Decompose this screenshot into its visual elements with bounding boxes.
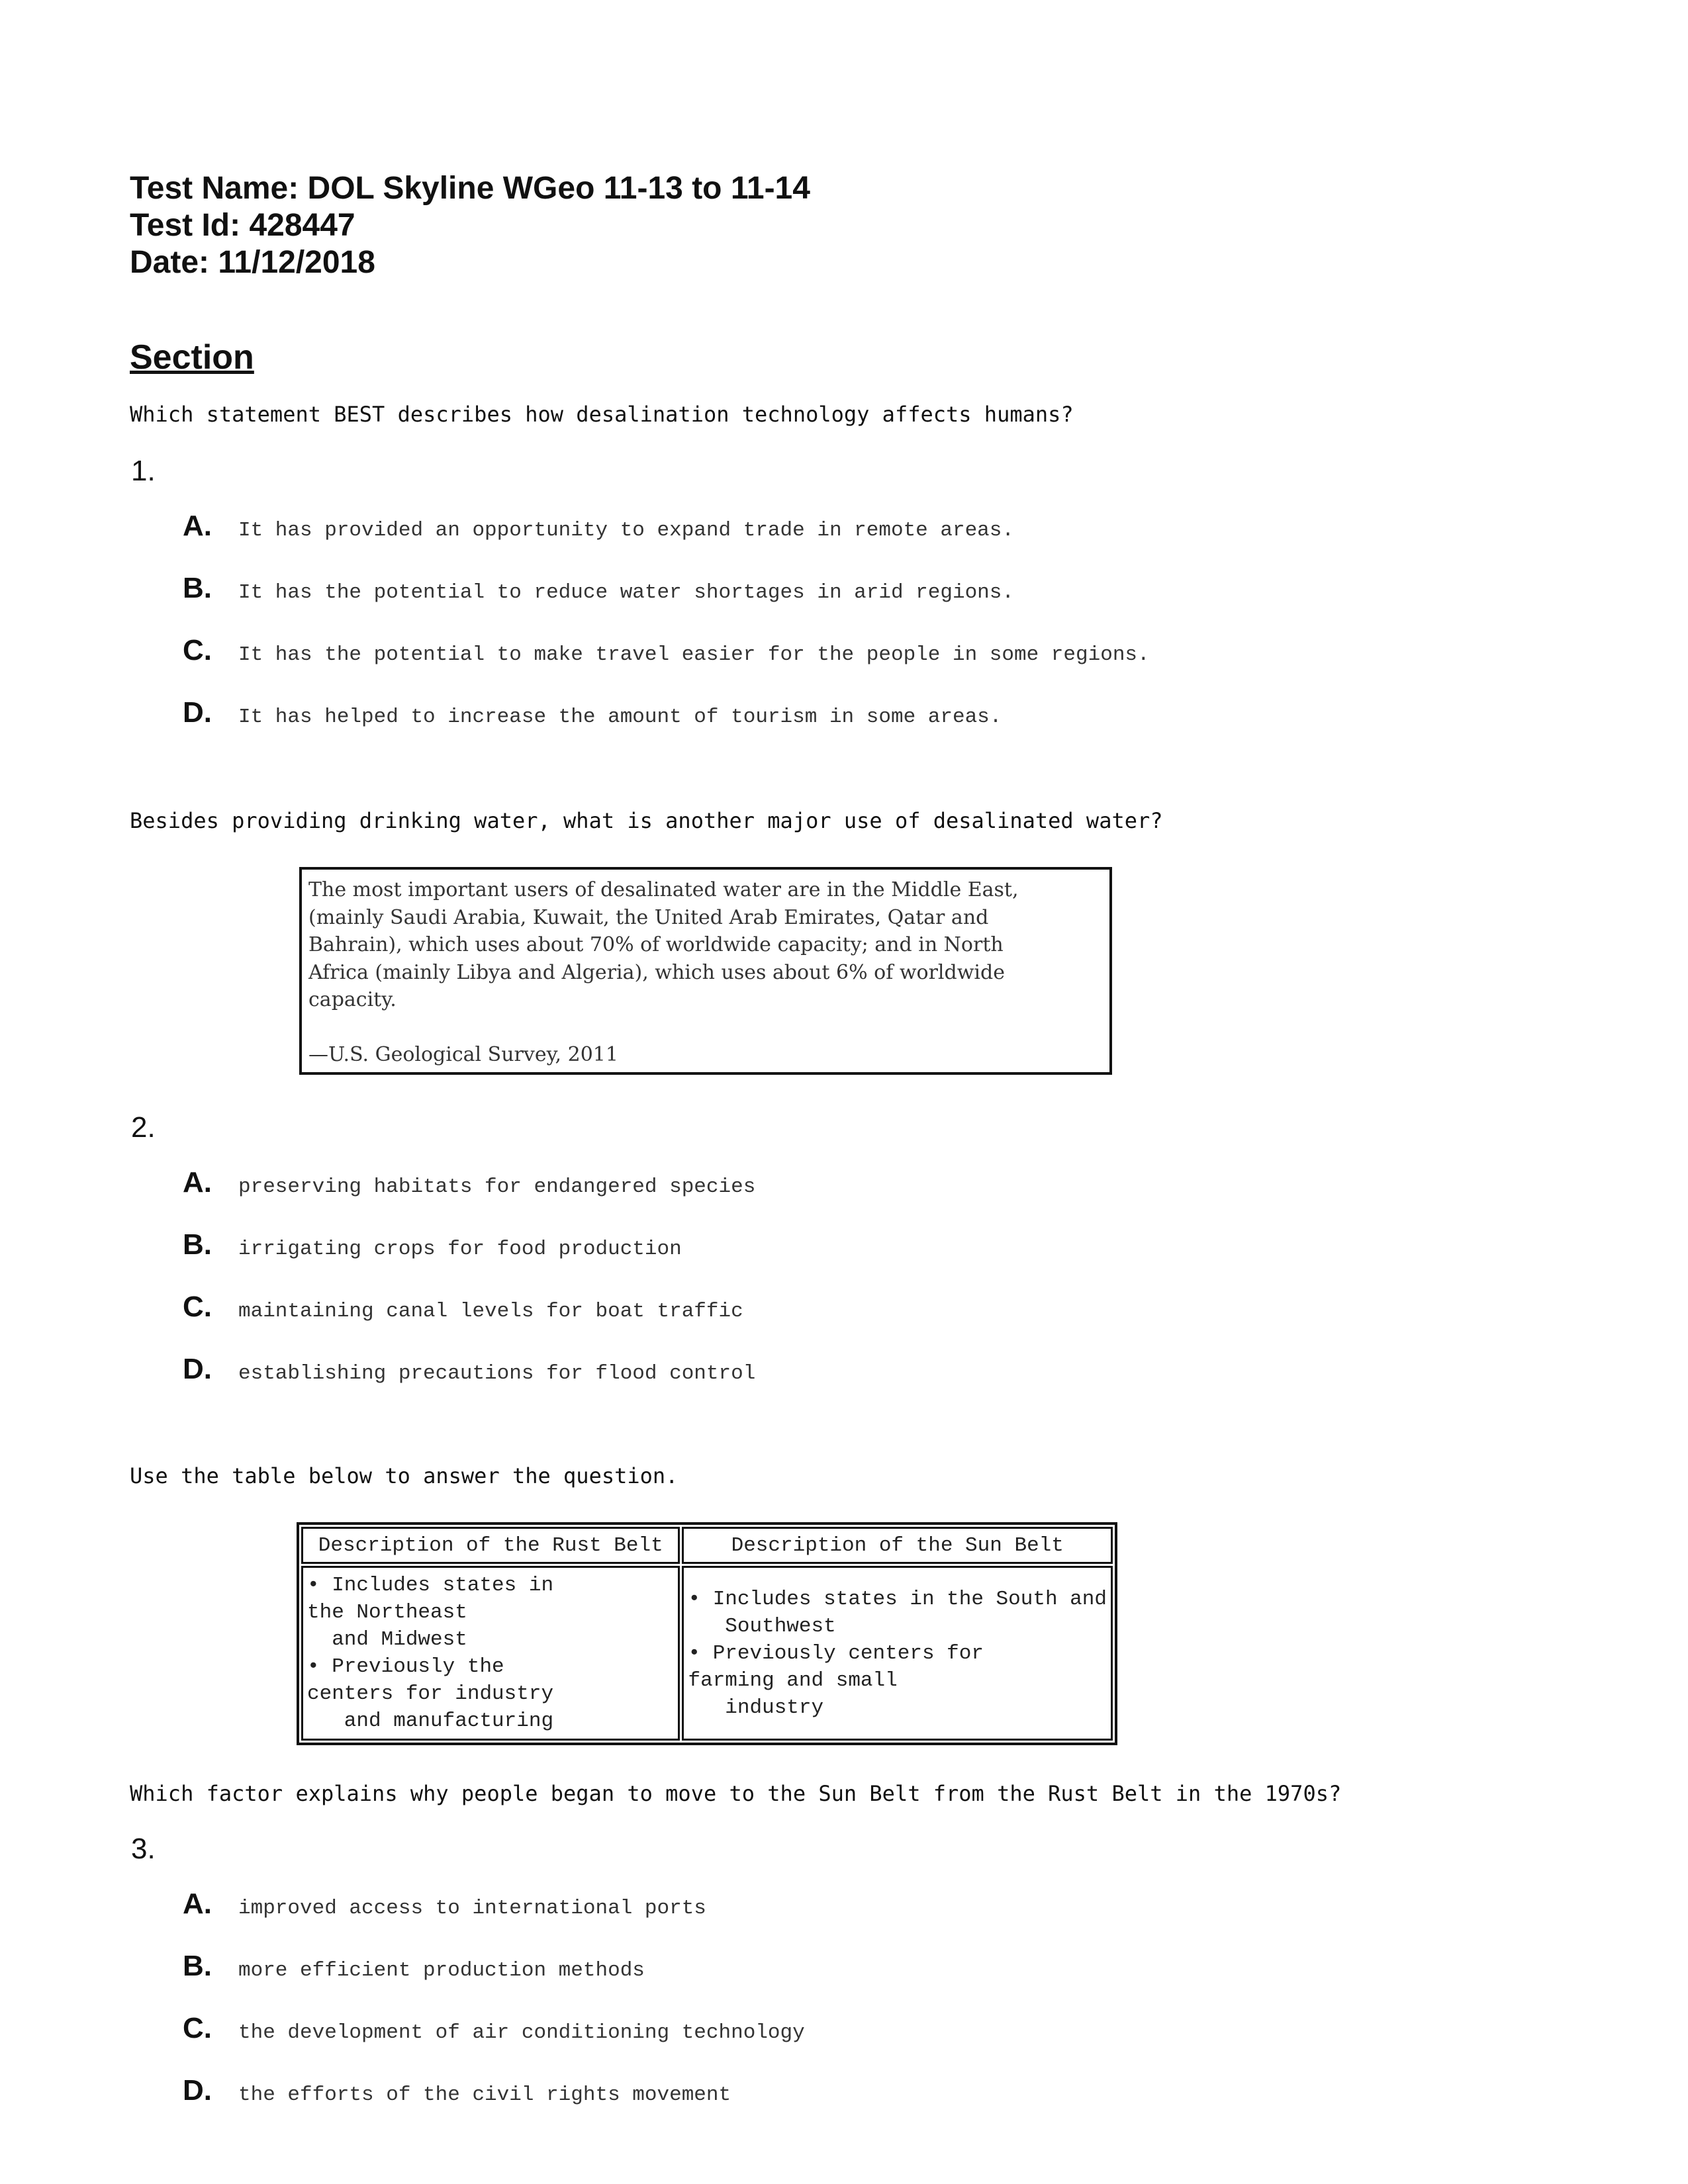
test-header	[130, 170, 810, 281]
choice-3a[interactable]	[183, 1888, 805, 1950]
table-cell: • Includes states in the Northeast and Midwest • Previously the centers for industry and manufacturing	[301, 1566, 680, 1741]
question-2-prompt: Besides providing drinking water, what is another major use of desalinated water?	[130, 808, 1163, 833]
question-3-intro: Use the table below to answer the question.	[130, 1463, 679, 1488]
table-header-row	[301, 1527, 1113, 1564]
choice-text: establishing precautions for flood control	[238, 1362, 756, 1385]
choice-text: more efficient production methods	[238, 1959, 645, 1982]
choice-letter: D.	[183, 2074, 212, 2107]
choice-letter: C.	[183, 2012, 212, 2044]
question-2-number: 2.	[131, 1111, 156, 1144]
choice-text: maintaining canal levels for boat traffic	[238, 1300, 743, 1323]
choice-1d[interactable]	[183, 696, 1150, 758]
choice-text: It has the potential to make travel easier for the people in some regions.	[238, 643, 1150, 666]
test-date: Date: 11/12/2018	[130, 245, 375, 280]
question-1-number: 1.	[131, 455, 156, 487]
choice-3b[interactable]	[183, 1950, 805, 2012]
choice-2c[interactable]	[183, 1291, 755, 1353]
choice-letter: B.	[183, 1228, 212, 1261]
choice-letter: A.	[183, 1166, 212, 1199]
choice-text: the development of air conditioning technology	[238, 2021, 805, 2044]
choice-text: irrigating crops for food production	[238, 1238, 682, 1261]
section-title: Section	[130, 338, 254, 377]
choice-3c[interactable]	[183, 2012, 805, 2074]
choice-3d[interactable]	[183, 2074, 805, 2136]
choice-text: preserving habitats for endangered species	[238, 1175, 756, 1199]
choice-1c[interactable]	[183, 634, 1150, 696]
question-3-choices	[130, 1888, 805, 2136]
table-cell: • Includes states in the South and Southwest • Previously centers for farming and small industry	[682, 1566, 1113, 1741]
question-1-choices	[130, 510, 1150, 758]
test-name: Test Name: DOL Skyline WGeo 11-13 to 11-14	[130, 171, 810, 206]
choice-letter: B.	[183, 572, 212, 604]
choice-letter: C.	[183, 634, 212, 666]
question-1-prompt: Which statement BEST describes how desalination technology affects humans?	[130, 402, 1074, 427]
choice-text: improved access to international ports	[238, 1897, 706, 1920]
choice-text: It has the potential to reduce water shortages in arid regions.	[238, 581, 1014, 604]
choice-2a[interactable]	[183, 1166, 755, 1228]
table-header-cell: Description of the Rust Belt	[301, 1527, 680, 1564]
choice-2d[interactable]	[183, 1353, 755, 1415]
choice-text: It has provided an opportunity to expand trade in remote areas.	[238, 519, 1014, 542]
quote-line: Bahrain), which uses about 70% of worldwide capacity; and in North	[308, 933, 1004, 956]
choice-letter: B.	[183, 1950, 212, 1982]
choice-letter: A.	[183, 510, 212, 542]
choice-letter: C.	[183, 1291, 212, 1323]
quote-line: capacity.	[308, 988, 397, 1011]
table-row	[301, 1566, 1113, 1741]
question-3-prompt: Which factor explains why people began to move to the Sun Belt from the Rust Belt in the 1970s?	[130, 1781, 1342, 1806]
rust-sun-belt-table	[297, 1522, 1117, 1745]
table-header-cell: Description of the Sun Belt	[682, 1527, 1113, 1564]
choice-2b[interactable]	[183, 1228, 755, 1291]
choice-text: the efforts of the civil rights movement	[238, 2083, 731, 2107]
test-id: Test Id: 428447	[130, 208, 355, 243]
choice-letter: D.	[183, 1353, 212, 1385]
quote-line: (mainly Saudi Arabia, Kuwait, the United Arab Emirates, Qatar and	[308, 905, 989, 929]
quote-line: The most important users of desalinated water are in the Middle East,	[308, 878, 1019, 901]
question-2-choices	[130, 1166, 755, 1415]
choice-letter: D.	[183, 696, 212, 729]
choice-letter: A.	[183, 1888, 212, 1920]
quote-source: —U.S. Geological Survey, 2011	[308, 1042, 618, 1066]
question-3-number: 3.	[131, 1833, 156, 1865]
choice-text: It has helped to increase the amount of tourism in some areas.	[238, 705, 1002, 729]
choice-1b[interactable]	[183, 572, 1150, 634]
choice-1a[interactable]	[183, 510, 1150, 572]
quote-line: Africa (mainly Libya and Algeria), which uses about 6% of worldwide	[308, 960, 1005, 984]
source-quote-box	[299, 867, 1112, 1075]
